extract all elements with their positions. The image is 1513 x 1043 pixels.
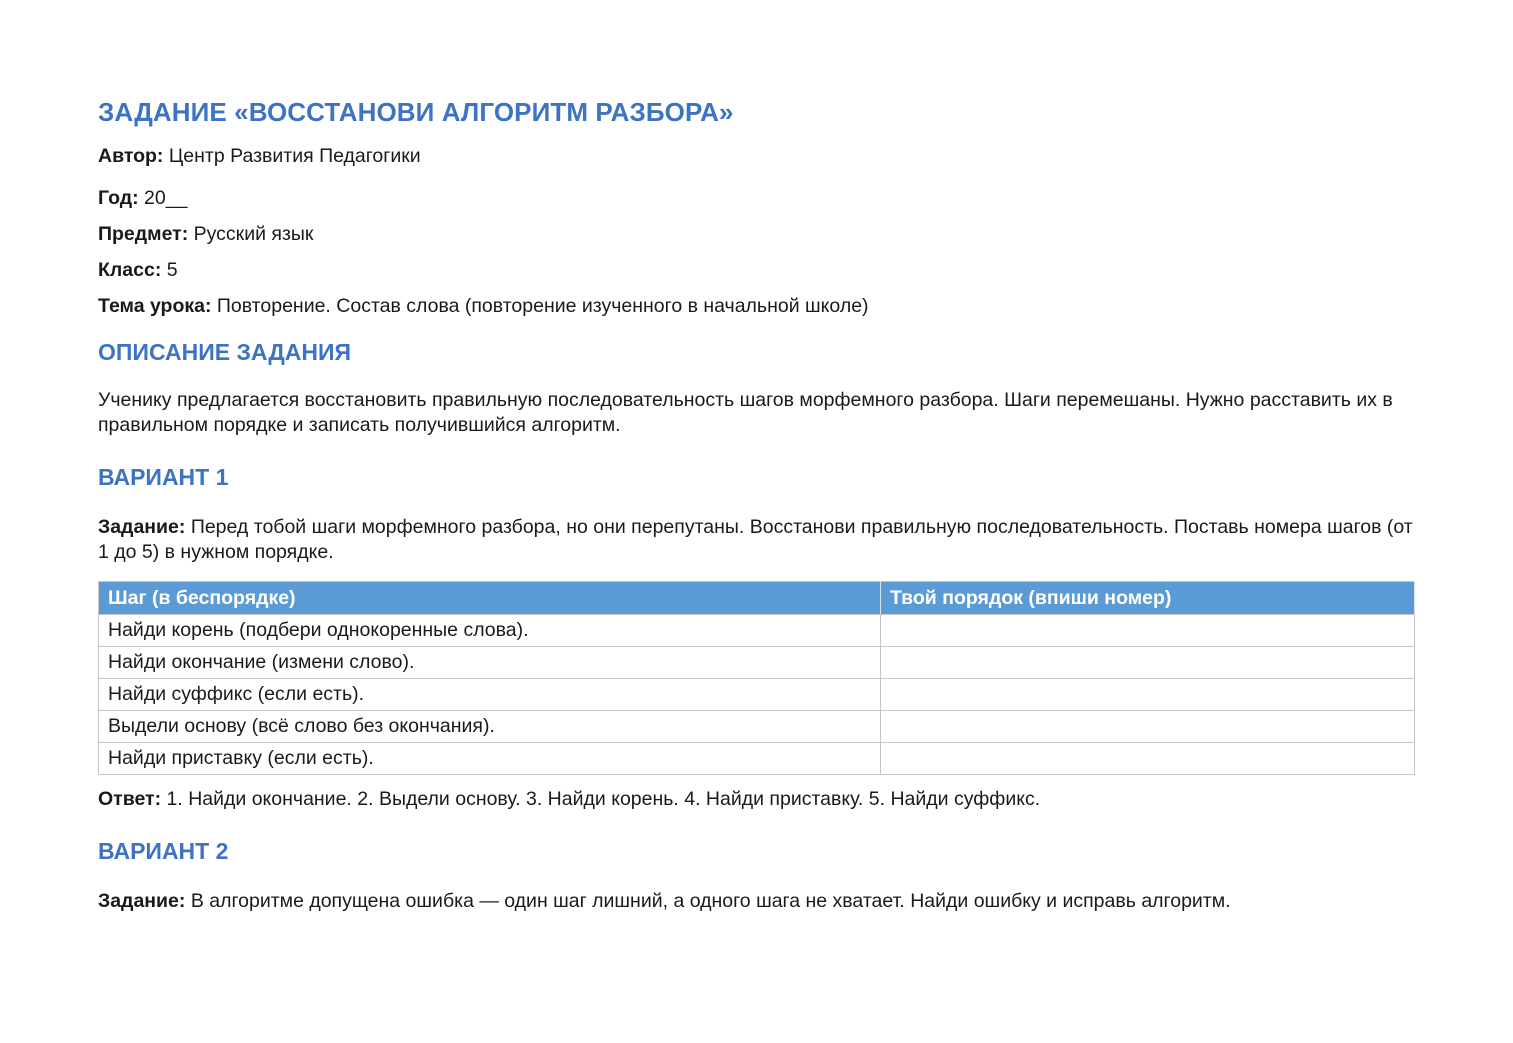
meta-subject (98, 220, 1414, 248)
variant1-task-label: Задание: (98, 516, 186, 538)
meta-year (98, 184, 1414, 212)
variant2-task-label: Задание: (98, 890, 186, 912)
table-row (99, 647, 1415, 679)
table-row (99, 711, 1415, 743)
variant1-answer (98, 787, 1414, 812)
meta-year-label: Год: (98, 187, 139, 209)
variant2-heading: ВАРИАНТ 2 (98, 838, 229, 864)
step-cell: Выдели основу (всё слово без окончания). (99, 711, 881, 743)
order-cell[interactable] (881, 679, 1415, 711)
step-cell: Найди корень (подбери однокоренные слова). (99, 615, 881, 647)
meta-author (98, 142, 1414, 170)
step-cell: Найди окончание (измени слово). (99, 647, 881, 679)
meta-topic-value: Повторение. Состав слова (повторение изученного в начальной школе) (216, 295, 869, 317)
meta-year-value: 20__ (144, 187, 188, 209)
variant2-task-text: В алгоритме допущена ошибка — один шаг лишний, а одного шага не хватает. Найди ошибку и исправь алгоритм. (190, 890, 1231, 912)
meta-topic (98, 292, 1414, 320)
meta-subject-label: Предмет: (98, 223, 189, 245)
order-cell[interactable] (881, 647, 1415, 679)
variant2-task (98, 889, 1414, 914)
meta-topic-label: Тема урока: (98, 295, 212, 317)
table-row (99, 615, 1415, 647)
variant1-heading: ВАРИАНТ 1 (98, 464, 229, 490)
order-cell[interactable] (881, 711, 1415, 743)
variant1-task-text: Перед тобой шаги морфемного разбора, но они перепутаны. Восстанови правильную последовательность. Поставь номера шагов (от 1 до 5) в нужном порядке. (98, 516, 1413, 563)
table-row (99, 679, 1415, 711)
meta-author-value: Центр Развития Педагогики (168, 145, 421, 167)
step-cell: Найди суффикс (если есть). (99, 679, 881, 711)
variant1-task (98, 515, 1414, 565)
order-cell[interactable] (881, 743, 1415, 775)
meta-subject-value: Русский язык (193, 223, 314, 245)
document-title: ЗАДАНИЕ «ВОССТАНОВИ АЛГОРИТМ РАЗБОРА» (98, 97, 734, 127)
step-cell: Найди приставку (если есть). (99, 743, 881, 775)
meta-author-label: Автор: (98, 145, 164, 167)
table-row (99, 743, 1415, 775)
steps-table (98, 581, 1415, 775)
table-header-order: Твой порядок (впиши номер) (881, 582, 1415, 615)
order-cell[interactable] (881, 615, 1415, 647)
variant1-answer-label: Ответ: (98, 788, 162, 810)
table-header-step: Шаг (в беспорядке) (99, 582, 881, 615)
meta-grade-value: 5 (166, 259, 178, 281)
variant1-answer-text: 1. Найди окончание. 2. Выдели основу. 3. Найди корень. 4. Найди приставку. 5. Найди суффикс. (166, 788, 1041, 810)
description-text: Ученику предлагается восстановить правильную последовательность шагов морфемного разбора. Шаги перемешаны. Нужно расставить их в правильном порядке и записать получившийся алгоритм. (98, 389, 1393, 436)
document-content (98, 92, 1414, 914)
meta-grade (98, 256, 1414, 284)
description-heading: ОПИСАНИЕ ЗАДАНИЯ (98, 339, 352, 365)
meta-grade-label: Класс: (98, 259, 162, 281)
table-header-row (99, 582, 1415, 615)
